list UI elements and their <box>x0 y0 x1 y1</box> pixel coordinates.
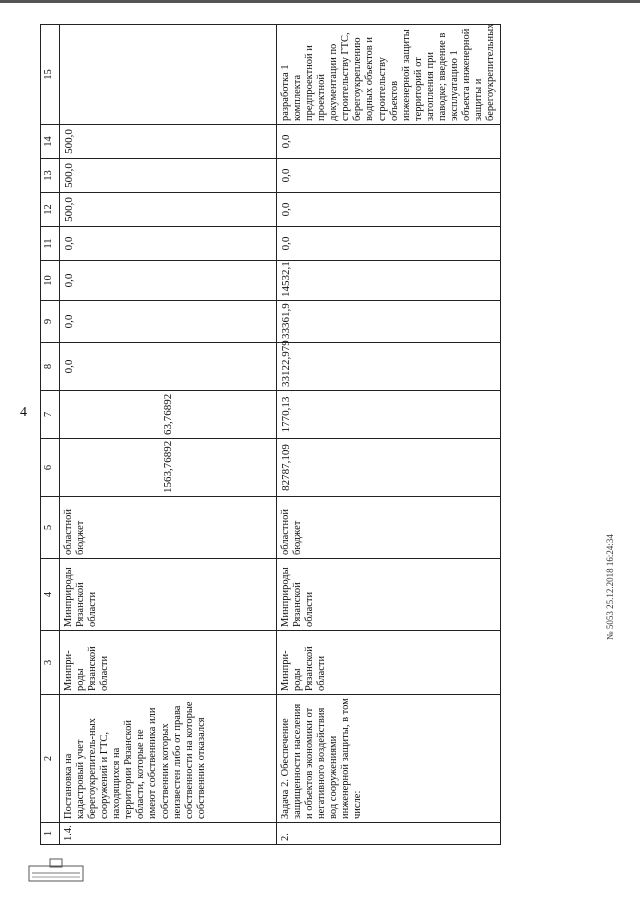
program-table-rotated <box>40 23 497 845</box>
total-amount: 82787,109 <box>277 439 501 497</box>
header-cell: 12 <box>41 193 60 227</box>
amount-cell: 0,0 <box>277 159 501 193</box>
activity-name: Задача 2. Обеспечение защищенности населения и объектов экономики от негативного воздействия вод сооружениями инженерной защиты, в том числе: <box>277 695 501 823</box>
row-number: 1.4. <box>60 823 277 845</box>
registration-number: № 5053 25.12.2018 16:24:34 <box>605 534 615 640</box>
header-cell: 2 <box>41 695 60 823</box>
header-cell: 11 <box>41 227 60 261</box>
page-number: 4 <box>20 405 27 420</box>
amount-cell: 0,0 <box>60 227 277 261</box>
amount-cell: 14532,1 <box>277 261 501 301</box>
row-number: 2. <box>277 823 501 845</box>
total-amount: 1563,76892 <box>60 439 277 497</box>
header-cell: 14 <box>41 125 60 159</box>
program-table <box>40 24 501 845</box>
amount-cell: 1770,13 <box>277 391 501 439</box>
header-cell: 3 <box>41 631 60 695</box>
amount-cell: 0,0 <box>277 125 501 159</box>
funding-source: областной бюджет <box>60 497 277 559</box>
responsible-executor: Минпри-роды Рязанской области <box>277 631 501 695</box>
header-cell: 7 <box>41 391 60 439</box>
table-row <box>277 25 501 845</box>
registration-stamp-icon <box>28 858 84 882</box>
header-cell: 5 <box>41 497 60 559</box>
main-executor: Минприроды Рязанской области <box>277 559 501 631</box>
amount-cell: 500,0 <box>60 159 277 193</box>
header-cell: 13 <box>41 159 60 193</box>
amount-cell: 500,0 <box>60 193 277 227</box>
amount-cell: 33361,9 <box>277 301 501 343</box>
expected-result: разработка 1 комплекта предпроектной и проектной документации по строительству ГТС, берегоукреплению водных объектов и строительству объектов инженерной защиты территорий от затопления при паводке; введение в эксплуатацию 1 объекта инженерной защиты и берегоукрепительных <box>277 25 501 125</box>
header-cell: 6 <box>41 439 60 497</box>
amount-cell: 0,0 <box>277 193 501 227</box>
header-row <box>41 25 60 845</box>
amount-cell: 0,0 <box>277 227 501 261</box>
amount-cell: 0,0 <box>60 261 277 301</box>
amount-cell: 63,76892 <box>60 391 277 439</box>
funding-source: областной бюджет <box>277 497 501 559</box>
amount-cell: 500,0 <box>60 125 277 159</box>
activity-name: Постановка на кадастровый учет берегоукрепитель-ных сооружений и ГТС, находящихся на территории Рязанской области, которые не имеют собственника или собственник которых неизвестен либо от права собственности на которые собственник отказался <box>60 695 277 823</box>
header-cell: 1 <box>41 823 60 845</box>
responsible-executor: Минпри-роды Рязанской области <box>60 631 277 695</box>
header-cell: 9 <box>41 301 60 343</box>
expected-result <box>60 25 277 125</box>
amount-cell: 0,0 <box>60 343 277 391</box>
header-cell: 4 <box>41 559 60 631</box>
table-row <box>60 25 277 845</box>
header-cell: 8 <box>41 343 60 391</box>
scan-top-edge <box>0 0 640 3</box>
amount-cell: 0,0 <box>60 301 277 343</box>
main-executor: Минприроды Рязанской области <box>60 559 277 631</box>
amount-cell: 33122,979 <box>277 343 501 391</box>
header-cell: 15 <box>41 25 60 125</box>
header-cell: 10 <box>41 261 60 301</box>
